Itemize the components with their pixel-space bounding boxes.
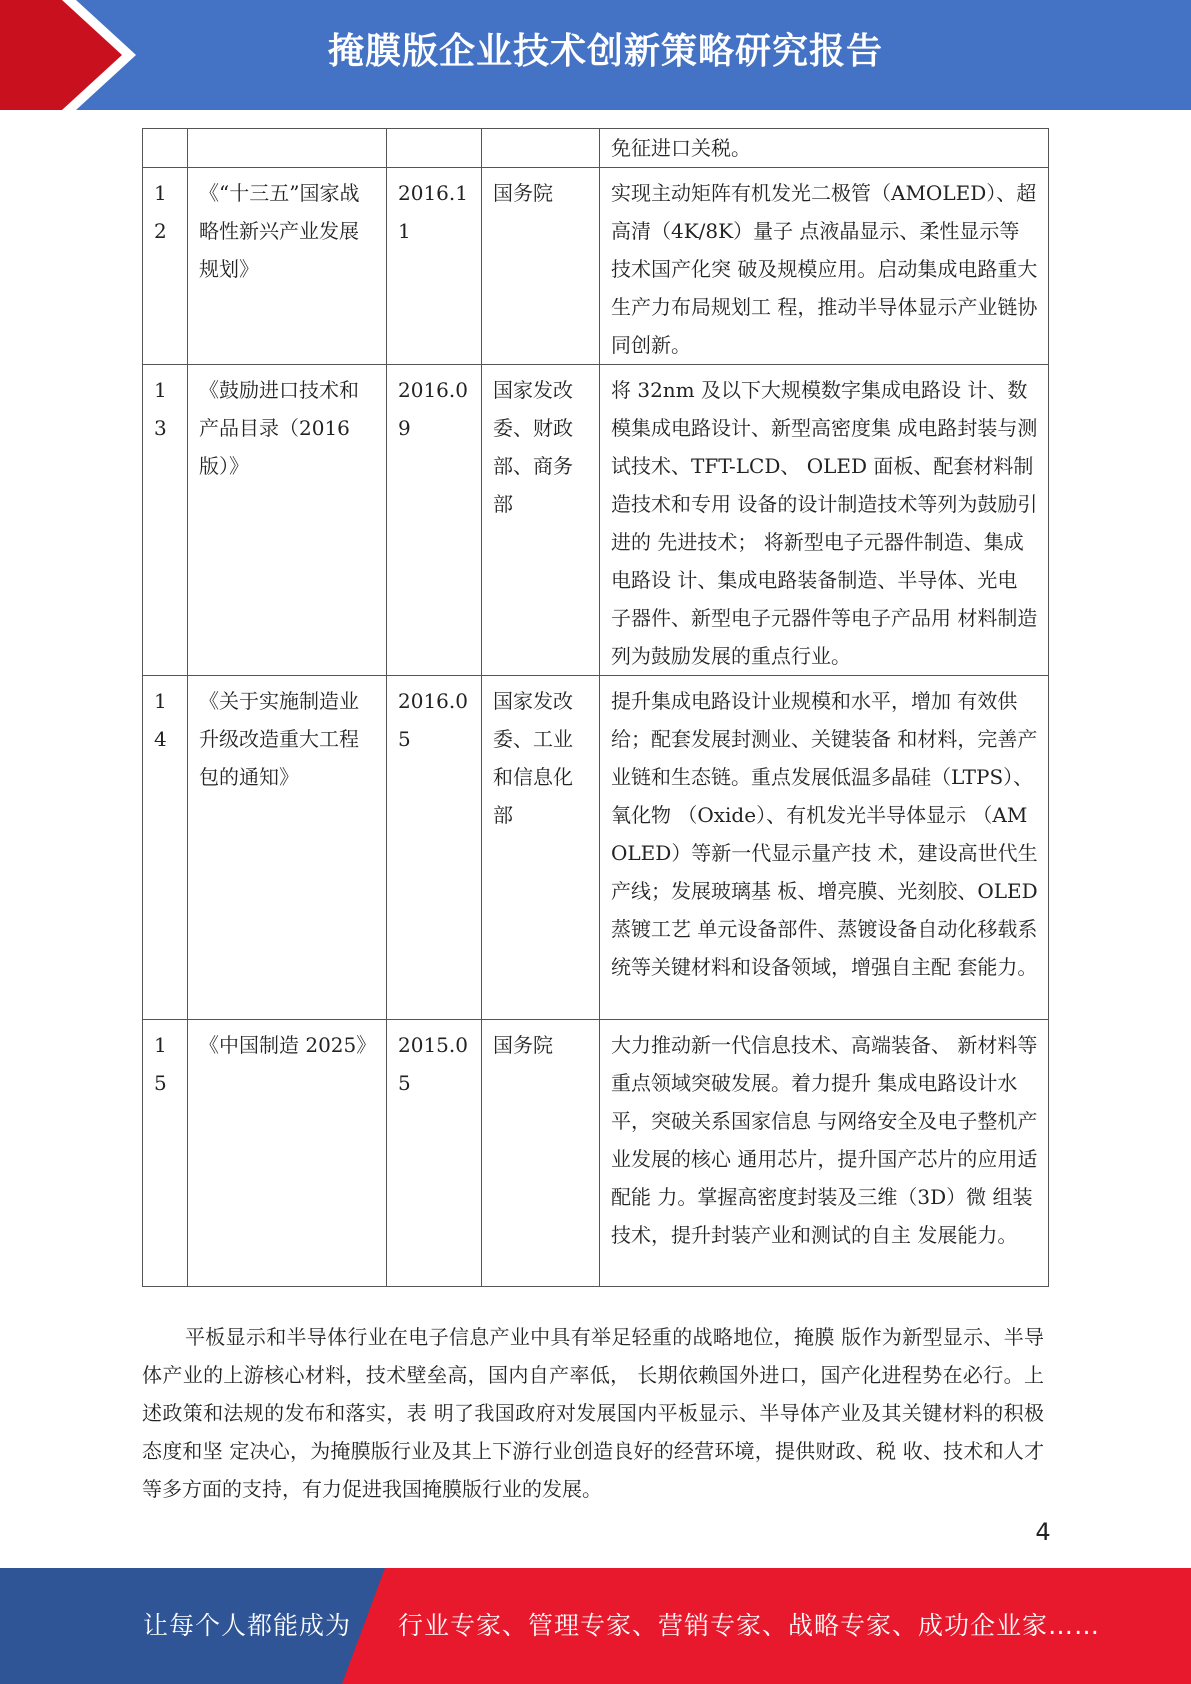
page-header: [0, 0, 1191, 110]
document-name: 《中国制造 2025》: [188, 1020, 387, 1287]
row-number: 13: [143, 365, 188, 676]
page-title: 掩膜版企业技术创新策略研究报告: [327, 31, 883, 72]
issuing-agency: 国务院: [482, 1020, 600, 1287]
table-cell: [482, 129, 600, 168]
table-cell-content: 免征进口关税。: [600, 129, 1049, 168]
row-number: 12: [143, 168, 188, 365]
table-row: [143, 129, 1049, 168]
footer-slogan-right: 行业专家、管理专家、营销专家、战略专家、成功企业家……: [398, 1611, 1101, 1640]
policy-table: [142, 128, 1049, 1287]
policy-content: 将 32nm 及以下大规模数字集成电路设 计、数模集成电路设计、新型高密度集 成电路封装与测试技术、TFT-LCD、 OLED 面板、配套材料制造技术和专用 设备的设计制造技术等列为鼓励引进的 先进技术； 将新型电子元器件制造、集成电路设 计、集成电路装备制造、半导体、光电 子器件、新型电子元器件等电子产品用 材料制造列为鼓励发展的重点行业。: [600, 365, 1049, 676]
row-number: 14: [143, 676, 188, 1020]
issue-date: 2016.09: [387, 365, 482, 676]
issuing-agency: 国家发改委、工业和信息化部: [482, 676, 600, 1020]
document-name: 《“十三五”国家战略性新兴产业发展规划》: [188, 168, 387, 365]
issue-date: 2016.11: [387, 168, 482, 365]
document-name: 《鼓励进口技术和产品目录（2016版）》: [188, 365, 387, 676]
table-cell: [188, 129, 387, 168]
issue-date: 2016.05: [387, 676, 482, 1020]
summary-paragraph: 平板显示和半导体行业在电子信息产业中具有举足轻重的战略地位，掩膜 版作为新型显示、半导体产业的上游核心材料，技术壁垒高，国内自产率低， 长期依赖国外进口，国产化进程势在必行。上述政策和法规的发布和落实，表 明了我国政府对发展国内平板显示、半导体产业及其关键材料的积极态度和坚 定决心，为掩膜版行业及其上下游行业创造良好的经营环境，提供财政、税 收、技术和人才等多方面的支持，有力促进我国掩膜版行业的发展。: [142, 1325, 1044, 1501]
policy-content: 提升集成电路设计业规模和水平，增加 有效供给；配套发展封测业、关键装备 和材料，完善产业链和生态链。重点发展低温多晶硅（LTPS）、氧化物 （Oxide）、有机发光半导体显示 （AMOLED）等新一代显示量产技 术，建设高世代生产线；发展玻璃基 板、增亮膜、光刻胶、OLED 蒸镀工艺 单元设备部件、蒸镀设备自动化移载系 统等关键材料和设备领域，增强自主配 套能力。: [600, 676, 1049, 1020]
policy-content: 大力推动新一代信息技术、高端装备、 新材料等重点领域突破发展。着力提升 集成电路设计水平，突破关系国家信息 与网络安全及电子整机产业发展的核心 通用芯片，提升国产芯片的应用适配能 力。掌握高密度封装及三维（3D）微 组装技术，提升封装产业和测试的自主 发展能力。: [600, 1020, 1049, 1287]
issuing-agency: 国家发改委、财政部、商务部: [482, 365, 600, 676]
page-footer: [0, 1568, 1191, 1684]
issuing-agency: 国务院: [482, 168, 600, 365]
table-row: [143, 365, 1049, 676]
table-cell: [143, 129, 188, 168]
row-number: 15: [143, 1020, 188, 1287]
table-row: [143, 168, 1049, 365]
table-row: [143, 676, 1049, 1020]
issue-date: 2015.05: [387, 1020, 482, 1287]
footer-slogan-left: 让每个人都能成为: [143, 1611, 352, 1640]
table-row: [143, 1020, 1049, 1287]
table-cell: [387, 129, 482, 168]
page-number: 4: [1035, 1518, 1051, 1546]
policy-content: 实现主动矩阵有机发光二极管（AMOLED）、超高清（4K/8K）量子 点液晶显示、柔性显示等技术国产化突 破及规模应用。启动集成电路重大生产力布局规划工 程，推动半导体显示产业链协同创新。: [600, 168, 1049, 365]
document-name: 《关于实施制造业升级改造重大工程包的通知》: [188, 676, 387, 1020]
